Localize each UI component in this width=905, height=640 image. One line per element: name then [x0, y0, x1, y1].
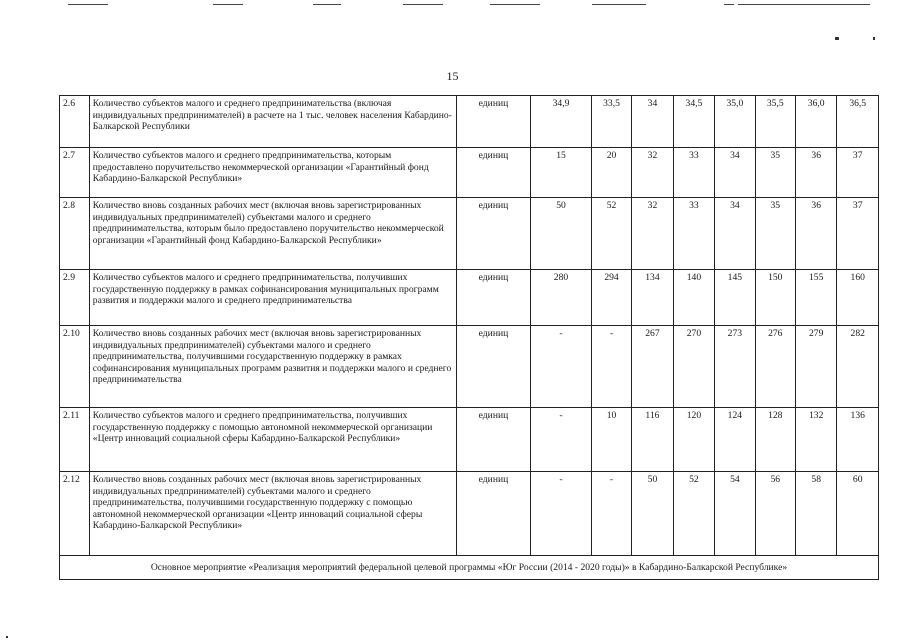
- row-description: Количество вновь созданных рабочих мест (включая вновь зарегистрированных индивидуальных предпринимателей) субъектами малого и среднего предпринимательства, получившими государственную поддержку с помощью автономной некоммерческой организации «Центр инноваций социальной сферы Кабардино-Балкарской Республики»: [89, 472, 456, 556]
- row-unit: единиц: [456, 148, 530, 198]
- row-value: 124: [715, 408, 755, 472]
- row-unit: единиц: [456, 326, 530, 408]
- row-number: 2.9: [60, 270, 90, 326]
- row-value: 34,5: [673, 96, 714, 148]
- row-value: -: [531, 408, 592, 472]
- table-body: [60, 96, 879, 556]
- table-row: [60, 270, 879, 326]
- row-value: 34,9: [531, 96, 592, 148]
- row-value: 116: [632, 408, 673, 472]
- row-value: 267: [632, 326, 673, 408]
- row-value: 37: [837, 198, 879, 270]
- top-border-fragment: [738, 4, 870, 5]
- row-value: 37: [837, 148, 879, 198]
- row-description: Количество субъектов малого и среднего предпринимательства (включая индивидуальных предпринимателей) в расчете на 1 тыс. человек населения Кабардино-Балкарской Республики: [89, 96, 456, 148]
- row-value: 20: [591, 148, 631, 198]
- row-value: -: [531, 472, 592, 556]
- row-number: 2.6: [60, 96, 90, 148]
- row-value: 273: [715, 326, 755, 408]
- row-value: 279: [795, 326, 836, 408]
- top-border-fragment: [313, 4, 341, 5]
- scan-speck: [835, 37, 839, 40]
- row-value: 56: [755, 472, 795, 556]
- table-row: [60, 326, 879, 408]
- row-value: 52: [673, 472, 714, 556]
- row-number: 2.8: [60, 198, 90, 270]
- row-value: 33,5: [591, 96, 631, 148]
- row-value: 50: [531, 198, 592, 270]
- row-unit: единиц: [456, 198, 530, 270]
- row-value: 33: [673, 198, 714, 270]
- row-value: 150: [755, 270, 795, 326]
- row-value: 145: [715, 270, 755, 326]
- row-description: Количество субъектов малого и среднего предпринимательства, получивших государственную поддержку в рамках софинансирования муниципальных программ развития и поддержки малого и среднего предпринимательства: [89, 270, 456, 326]
- row-value: 280: [531, 270, 592, 326]
- row-unit: единиц: [456, 270, 530, 326]
- row-description: Количество вновь созданных рабочих мест (включая вновь зарегистрированных индивидуальных предпринимателей) субъектами малого и среднего предпринимательства, которым было предоставлено поручительство некоммерческой организации «Гарантийный фонд Кабардино-Балкарской Республики»: [89, 198, 456, 270]
- row-value: 276: [755, 326, 795, 408]
- top-border-fragment: [592, 4, 646, 5]
- row-unit: единиц: [456, 472, 530, 556]
- row-value: 128: [755, 408, 795, 472]
- row-value: 32: [632, 148, 673, 198]
- row-value: -: [531, 326, 592, 408]
- row-value: 160: [837, 270, 879, 326]
- footer-row: [60, 556, 879, 580]
- row-value: 120: [673, 408, 714, 472]
- row-description: Количество субъектов малого и среднего предпринимательства, получивших государственную поддержку с помощью автономной некоммерческой организации «Центр инноваций социальной сферы Кабардино-Балкарской Республики»: [89, 408, 456, 472]
- scan-speck: [6, 636, 8, 638]
- row-value: 36: [795, 148, 836, 198]
- row-value: 34: [715, 198, 755, 270]
- row-value: 35,5: [755, 96, 795, 148]
- row-value: 282: [837, 326, 879, 408]
- row-value: 270: [673, 326, 714, 408]
- row-unit: единиц: [456, 96, 530, 148]
- row-number: 2.11: [60, 408, 90, 472]
- row-value: 294: [591, 270, 631, 326]
- table-row: [60, 472, 879, 556]
- row-value: -: [591, 326, 631, 408]
- top-border-fragment: [490, 4, 540, 5]
- row-value: 136: [837, 408, 879, 472]
- row-value: 50: [632, 472, 673, 556]
- table-row: [60, 198, 879, 270]
- row-description: Количество субъектов малого и среднего предпринимательства, которым предоставлено поручительство некоммерческой организации «Гарантийный фонд Кабардино-Балкарской Республики»: [89, 148, 456, 198]
- row-value: 35: [755, 148, 795, 198]
- row-value: 60: [837, 472, 879, 556]
- footer-text: Основное мероприятие «Реализация мероприятий федеральной целевой программы «Юг России (2014 - 2020 годы)» в Кабардино-Балкарской Республике»: [60, 556, 879, 580]
- row-value: 36: [795, 198, 836, 270]
- row-value: 32: [632, 198, 673, 270]
- row-number: 2.12: [60, 472, 90, 556]
- top-border-fragment: [403, 4, 443, 5]
- page-number: 15: [446, 69, 459, 83]
- table-row: [60, 408, 879, 472]
- row-value: 132: [795, 408, 836, 472]
- row-value: -: [591, 472, 631, 556]
- row-value: 34: [632, 96, 673, 148]
- row-value: 140: [673, 270, 714, 326]
- row-description: Количество вновь созданных рабочих мест (включая вновь зарегистрированных индивидуальных предпринимателей) субъектами малого и среднего предпринимательства, получившими государственную поддержку в рамках софинансирования муниципальных программ развития и поддержки малого и среднего предпринимательства: [89, 326, 456, 408]
- scan-speck: [873, 37, 875, 40]
- row-value: 134: [632, 270, 673, 326]
- row-value: 34: [715, 148, 755, 198]
- row-value: 36,0: [795, 96, 836, 148]
- top-border-fragment: [68, 4, 108, 5]
- row-value: 155: [795, 270, 836, 326]
- row-value: 52: [591, 198, 631, 270]
- row-value: 36,5: [837, 96, 879, 148]
- row-value: 54: [715, 472, 755, 556]
- row-unit: единиц: [456, 408, 530, 472]
- row-value: 15: [531, 148, 592, 198]
- table-row: [60, 148, 879, 198]
- row-number: 2.7: [60, 148, 90, 198]
- top-border-fragment: [213, 4, 243, 5]
- row-value: 10: [591, 408, 631, 472]
- row-value: 58: [795, 472, 836, 556]
- row-value: 33: [673, 148, 714, 198]
- row-value: 35,0: [715, 96, 755, 148]
- indicators-table: [59, 95, 879, 580]
- table-row: [60, 96, 879, 148]
- row-number: 2.10: [60, 326, 90, 408]
- row-value: 35: [755, 198, 795, 270]
- top-border-fragment: [724, 4, 734, 5]
